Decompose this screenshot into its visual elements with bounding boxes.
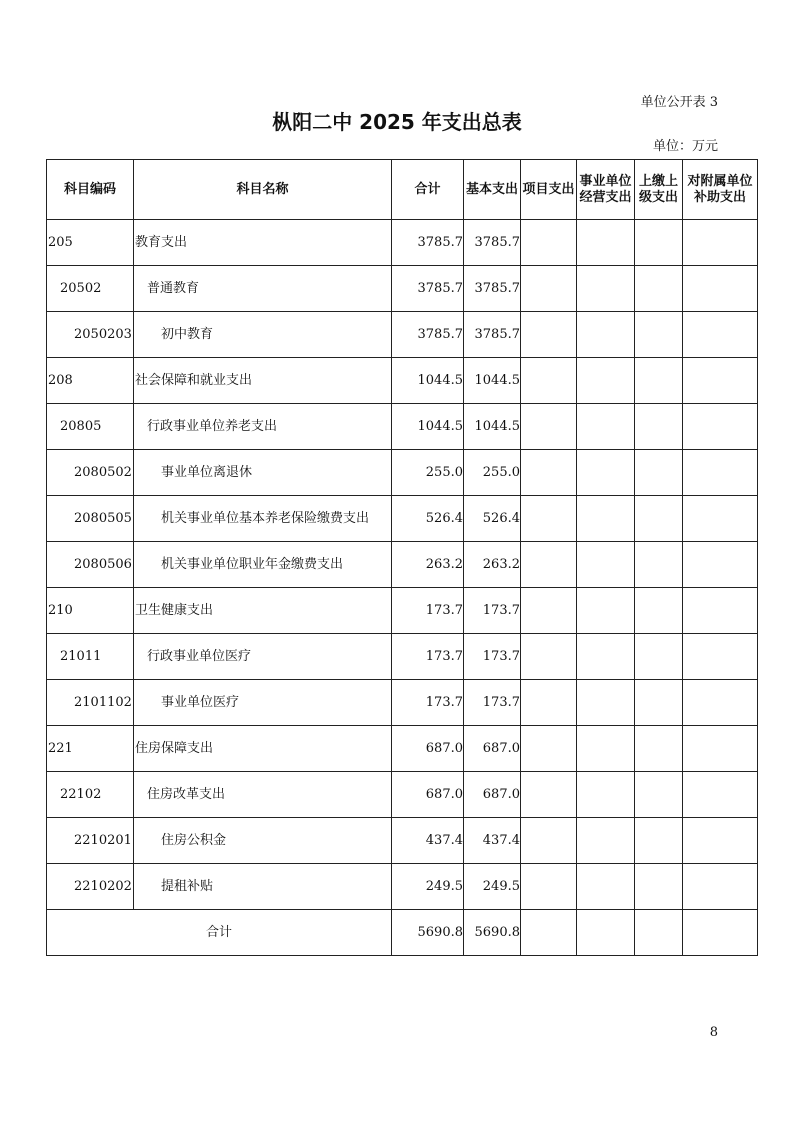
table-row	[47, 220, 758, 266]
cell-total: 687.0	[392, 726, 464, 772]
cell-business	[577, 588, 635, 634]
header-project: 项目支出	[521, 160, 577, 220]
cell-name: 住房改革支出	[134, 772, 392, 818]
table-row	[47, 542, 758, 588]
cell-upper	[635, 588, 683, 634]
cell-project	[521, 864, 577, 910]
total-row	[47, 910, 758, 956]
cell-upper	[635, 726, 683, 772]
cell-project	[521, 450, 577, 496]
cell-basic: 687.0	[464, 726, 521, 772]
cell-project	[521, 496, 577, 542]
cell-business	[577, 450, 635, 496]
cell-name: 初中教育	[134, 312, 392, 358]
cell-code: 2210202	[47, 864, 134, 910]
cell-basic: 1044.5	[464, 404, 521, 450]
total-label: 合计	[47, 910, 392, 956]
cell-basic: 687.0	[464, 772, 521, 818]
cell-upper	[635, 496, 683, 542]
table-row	[47, 818, 758, 864]
cell-code: 2210201	[47, 818, 134, 864]
table-row	[47, 266, 758, 312]
table-row	[47, 496, 758, 542]
cell-code: 2080506	[47, 542, 134, 588]
cell-total: 1044.5	[392, 358, 464, 404]
cell-subsidy	[683, 726, 758, 772]
cell-subsidy	[683, 772, 758, 818]
header-upper	[635, 160, 683, 220]
cell-basic: 3785.7	[464, 220, 521, 266]
table-row	[47, 726, 758, 772]
cell-name: 事业单位医疗	[134, 680, 392, 726]
cell-upper	[635, 220, 683, 266]
cell-total: 3785.7	[392, 312, 464, 358]
header-business-line2: 经营支出	[579, 189, 632, 205]
cell-business	[577, 772, 635, 818]
cell-total: 1044.5	[392, 404, 464, 450]
cell-basic: 173.7	[464, 588, 521, 634]
header-subsidy-line2: 补助支出	[693, 189, 746, 205]
cell-business	[577, 496, 635, 542]
unit-label: 单位：万元	[652, 139, 718, 154]
cell-name: 普通教育	[134, 266, 392, 312]
header-subsidy	[683, 160, 758, 220]
header-upper-line2: 级支出	[638, 189, 678, 205]
table-row	[47, 588, 758, 634]
cell-code: 22102	[47, 772, 134, 818]
cell-subsidy	[683, 588, 758, 634]
cell-upper	[635, 864, 683, 910]
cell-code: 210	[47, 588, 134, 634]
cell-total: 173.7	[392, 634, 464, 680]
cell-name: 住房公积金	[134, 818, 392, 864]
cell-basic: 3785.7	[464, 266, 521, 312]
cell-upper	[635, 818, 683, 864]
cell-project	[521, 542, 577, 588]
header-upper-line1: 上缴上	[638, 173, 678, 189]
page-number: 8	[709, 1025, 718, 1040]
total-project	[521, 910, 577, 956]
cell-project	[521, 772, 577, 818]
header-code: 科目编码	[47, 160, 134, 220]
cell-code: 2101102	[47, 680, 134, 726]
table-row	[47, 772, 758, 818]
total-subsidy	[683, 910, 758, 956]
cell-name: 机关事业单位基本养老保险缴费支出	[134, 496, 392, 542]
header-subsidy-line1: 对附属单位	[687, 173, 753, 189]
cell-basic: 526.4	[464, 496, 521, 542]
cell-name: 行政事业单位养老支出	[134, 404, 392, 450]
table-row	[47, 450, 758, 496]
cell-code: 20805	[47, 404, 134, 450]
table-row	[47, 312, 758, 358]
cell-subsidy	[683, 542, 758, 588]
cell-basic: 1044.5	[464, 358, 521, 404]
cell-name: 行政事业单位医疗	[134, 634, 392, 680]
cell-code: 221	[47, 726, 134, 772]
cell-business	[577, 542, 635, 588]
cell-total: 437.4	[392, 818, 464, 864]
cell-name: 教育支出	[134, 220, 392, 266]
cell-upper	[635, 358, 683, 404]
cell-business	[577, 220, 635, 266]
table-row	[47, 680, 758, 726]
cell-subsidy	[683, 864, 758, 910]
cell-basic: 173.7	[464, 680, 521, 726]
page-title: 枞阳二中 2025 年支出总表	[272, 110, 522, 134]
cell-business	[577, 312, 635, 358]
cell-total: 263.2	[392, 542, 464, 588]
cell-subsidy	[683, 496, 758, 542]
header-row	[47, 160, 758, 220]
cell-total: 3785.7	[392, 266, 464, 312]
cell-subsidy	[683, 680, 758, 726]
cell-upper	[635, 404, 683, 450]
cell-business	[577, 680, 635, 726]
cell-project	[521, 358, 577, 404]
cell-subsidy	[683, 634, 758, 680]
total-business	[577, 910, 635, 956]
cell-business	[577, 818, 635, 864]
cell-total: 687.0	[392, 772, 464, 818]
header-business	[577, 160, 635, 220]
header-business-line1: 事业单位	[579, 173, 632, 189]
cell-name: 住房保障支出	[134, 726, 392, 772]
cell-code: 21011	[47, 634, 134, 680]
cell-project	[521, 220, 577, 266]
header-basic: 基本支出	[464, 160, 521, 220]
total-basic: 5690.8	[464, 910, 521, 956]
cell-subsidy	[683, 266, 758, 312]
cell-project	[521, 266, 577, 312]
cell-name: 卫生健康支出	[134, 588, 392, 634]
cell-name: 事业单位离退休	[134, 450, 392, 496]
table-row	[47, 358, 758, 404]
cell-name: 机关事业单位职业年金缴费支出	[134, 542, 392, 588]
cell-upper	[635, 772, 683, 818]
cell-basic: 249.5	[464, 864, 521, 910]
cell-basic: 173.7	[464, 634, 521, 680]
cell-project	[521, 404, 577, 450]
cell-subsidy	[683, 818, 758, 864]
cell-subsidy	[683, 450, 758, 496]
expenditure-table	[46, 159, 758, 956]
cell-code: 2080502	[47, 450, 134, 496]
cell-project	[521, 680, 577, 726]
cell-subsidy	[683, 404, 758, 450]
cell-upper	[635, 450, 683, 496]
cell-code: 2050203	[47, 312, 134, 358]
cell-total: 526.4	[392, 496, 464, 542]
form-number: 单位公开表 3	[640, 95, 718, 110]
cell-project	[521, 818, 577, 864]
header-name: 科目名称	[134, 160, 392, 220]
cell-basic: 437.4	[464, 818, 521, 864]
table-row	[47, 404, 758, 450]
cell-project	[521, 634, 577, 680]
table-row	[47, 634, 758, 680]
cell-total: 173.7	[392, 588, 464, 634]
cell-upper	[635, 266, 683, 312]
cell-project	[521, 726, 577, 772]
cell-code: 208	[47, 358, 134, 404]
cell-business	[577, 726, 635, 772]
cell-name: 社会保障和就业支出	[134, 358, 392, 404]
cell-upper	[635, 634, 683, 680]
cell-basic: 263.2	[464, 542, 521, 588]
cell-subsidy	[683, 358, 758, 404]
cell-basic: 3785.7	[464, 312, 521, 358]
cell-total: 3785.7	[392, 220, 464, 266]
cell-project	[521, 588, 577, 634]
cell-code: 2080505	[47, 496, 134, 542]
cell-total: 249.5	[392, 864, 464, 910]
cell-upper	[635, 542, 683, 588]
cell-total: 255.0	[392, 450, 464, 496]
total-sum: 5690.8	[392, 910, 464, 956]
table-row	[47, 864, 758, 910]
cell-business	[577, 266, 635, 312]
cell-code: 205	[47, 220, 134, 266]
cell-name: 提租补贴	[134, 864, 392, 910]
cell-basic: 255.0	[464, 450, 521, 496]
cell-upper	[635, 312, 683, 358]
cell-upper	[635, 680, 683, 726]
cell-business	[577, 358, 635, 404]
cell-business	[577, 864, 635, 910]
cell-total: 173.7	[392, 680, 464, 726]
cell-code: 20502	[47, 266, 134, 312]
cell-project	[521, 312, 577, 358]
cell-business	[577, 634, 635, 680]
header-total: 合计	[392, 160, 464, 220]
cell-subsidy	[683, 312, 758, 358]
total-upper	[635, 910, 683, 956]
cell-subsidy	[683, 220, 758, 266]
cell-business	[577, 404, 635, 450]
